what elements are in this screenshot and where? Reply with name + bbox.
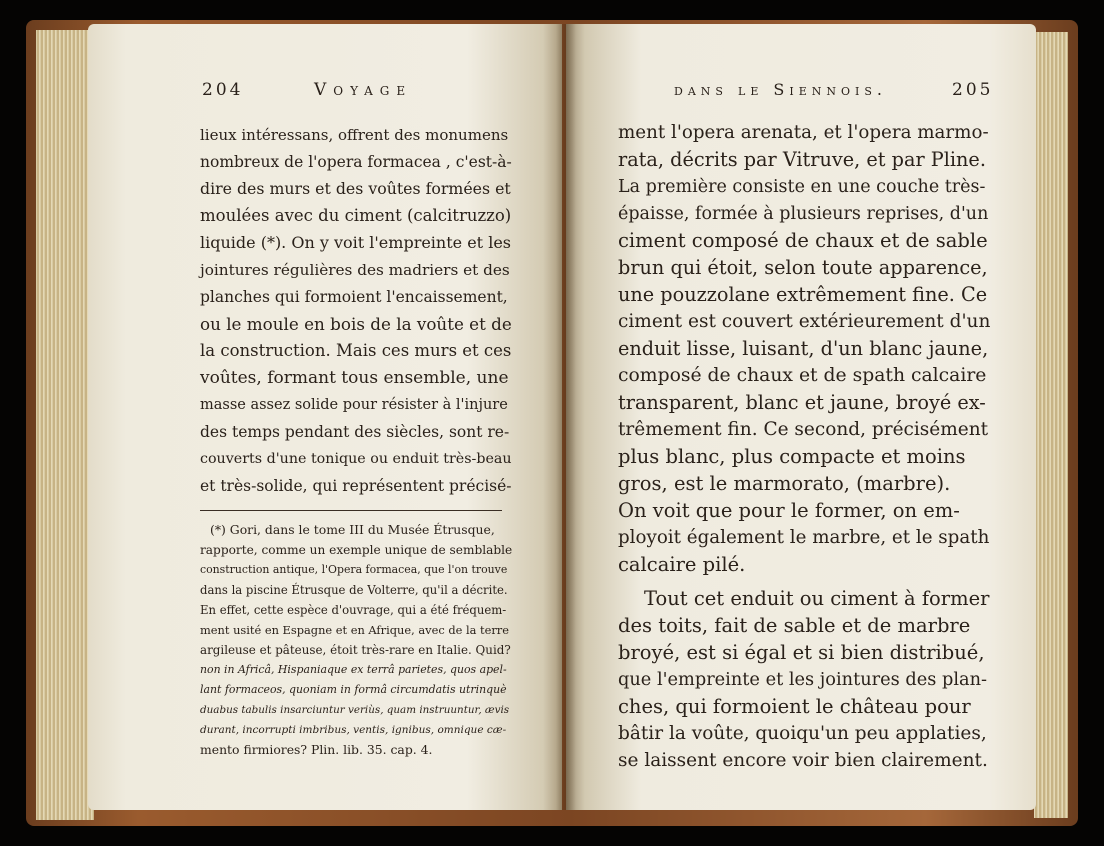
body-line: dire des murs et des voûtes formées et [200, 179, 511, 198]
body-line: des toits, fait de sable et de marbre [618, 614, 971, 637]
page-edges-left [36, 30, 94, 820]
body-line: nombreux de l'opera formacea , c'est-à- [200, 153, 512, 171]
body-line: rata, décrits par Vitruve, et par Pline. [618, 148, 986, 171]
body-line: la construction. Mais ces murs et ces [200, 341, 512, 360]
body-line: couverts d'une tonique ou enduit très-beau [200, 451, 512, 467]
footnote-line: ment usité en Espagne et en Afrique, avec de la terre [200, 623, 509, 637]
footnote-line: dans la piscine Étrusque de Volterre, qu'il a décrite. [200, 583, 508, 597]
right-page [566, 24, 1036, 810]
footnote-line: durant, incorrupti imbribus, ventis, ignibus, omnique cæ- [200, 724, 507, 736]
body-line: ployoit également le marbre, et le spath [618, 527, 990, 548]
body-line: planches qui formoient l'encaissement, [200, 288, 508, 306]
body-line: Tout cet enduit ou ciment à former [644, 587, 990, 610]
footnote-line: (*) Gori, dans le tome III du Musée Étrusque, [210, 522, 495, 537]
body-line: masse assez solide pour résister à l'injure [200, 397, 508, 413]
footnote-line: construction antique, l'Opera formacea, que l'on trouve [200, 563, 508, 576]
right-page-number: 205 [952, 80, 994, 100]
left-page-number: 204 [202, 80, 244, 100]
body-line: enduit lisse, luisant, d'un blanc jaune, [618, 337, 989, 360]
footnote-line: rapporte, comme un exemple unique de semblable [200, 543, 513, 557]
footnote-line: duabus tabulis insarciuntur veriùs, quam instruuntur, ævis [200, 704, 510, 716]
body-line: La première consiste en une couche très- [618, 177, 986, 197]
body-line: calcaire pilé. [618, 553, 746, 576]
body-line: trêmement fin. Ce second, précisément [618, 419, 989, 440]
body-line: broyé, est si égal et si bien distribué, [618, 641, 985, 664]
body-line: On voit que pour le former, on em- [618, 499, 960, 522]
body-line: ou le moule en bois de la voûte et de [200, 314, 512, 334]
body-line: gros, est le marmorato, (marbre). [618, 472, 951, 495]
body-line: une pouzzolane extrêmement fine. Ce [618, 283, 988, 306]
body-line: brun qui étoit, selon toute apparence, [618, 256, 988, 279]
body-line: composé de chaux et de spath calcaire [618, 365, 987, 386]
book-gutter [556, 24, 576, 810]
footnote-line: mento firmiores? Plin. lib. 35. cap. 4. [200, 742, 433, 757]
right-running-title: dans le Siennois. [674, 80, 888, 99]
left-page [88, 24, 562, 810]
body-line: jointures régulières des madriers et des [200, 261, 510, 279]
body-line: voûtes, formant tous ensemble, une [200, 368, 509, 388]
page-edges-right [1034, 32, 1068, 818]
body-line: moulées avec du ciment (calcitruzzo) [200, 206, 512, 225]
footnote-separator [200, 510, 502, 511]
body-line: des temps pendant des siècles, sont re- [200, 423, 510, 441]
body-line: transparent, blanc et jaune, broyé ex- [618, 391, 986, 414]
body-line: ciment est couvert extérieurement d'un [618, 311, 991, 332]
body-line: plus blanc, plus compacte et moins [618, 445, 966, 468]
left-running-title: Voyage [314, 80, 413, 100]
body-line: bâtir la voûte, quoiqu'un peu applaties, [618, 723, 987, 744]
footnote-line: non in Africâ, Hispaniaque ex terrâ parietes, quos apel- [200, 663, 507, 676]
body-line: lieux intéressans, offrent des monumens [200, 126, 509, 144]
body-line: ches, qui formoient le château pour [618, 695, 971, 718]
body-line: ment l'opera arenata, et l'opera marmo- [618, 122, 989, 143]
body-line: liquide (*). On y voit l'empreinte et les [200, 233, 511, 252]
footnote-line: En effet, cette espèce d'ouvrage, qui a été fréquem- [200, 603, 507, 617]
body-line: et très-solide, qui représentent précisé- [200, 477, 512, 495]
footnote-line: lant formaceos, quoniam in formâ circumdatis utrinquè [200, 683, 507, 696]
body-line: épaisse, formée à plusieurs reprises, d'un [618, 204, 989, 224]
body-line: ciment composé de chaux et de sable [618, 229, 988, 252]
footnote-line: argileuse et pâteuse, étoit très-rare en Italie. Quid? [200, 643, 511, 657]
body-line: se laissent encore voir bien clairement. [618, 750, 988, 771]
body-line: que l'empreinte et les jointures des plan- [618, 670, 988, 690]
